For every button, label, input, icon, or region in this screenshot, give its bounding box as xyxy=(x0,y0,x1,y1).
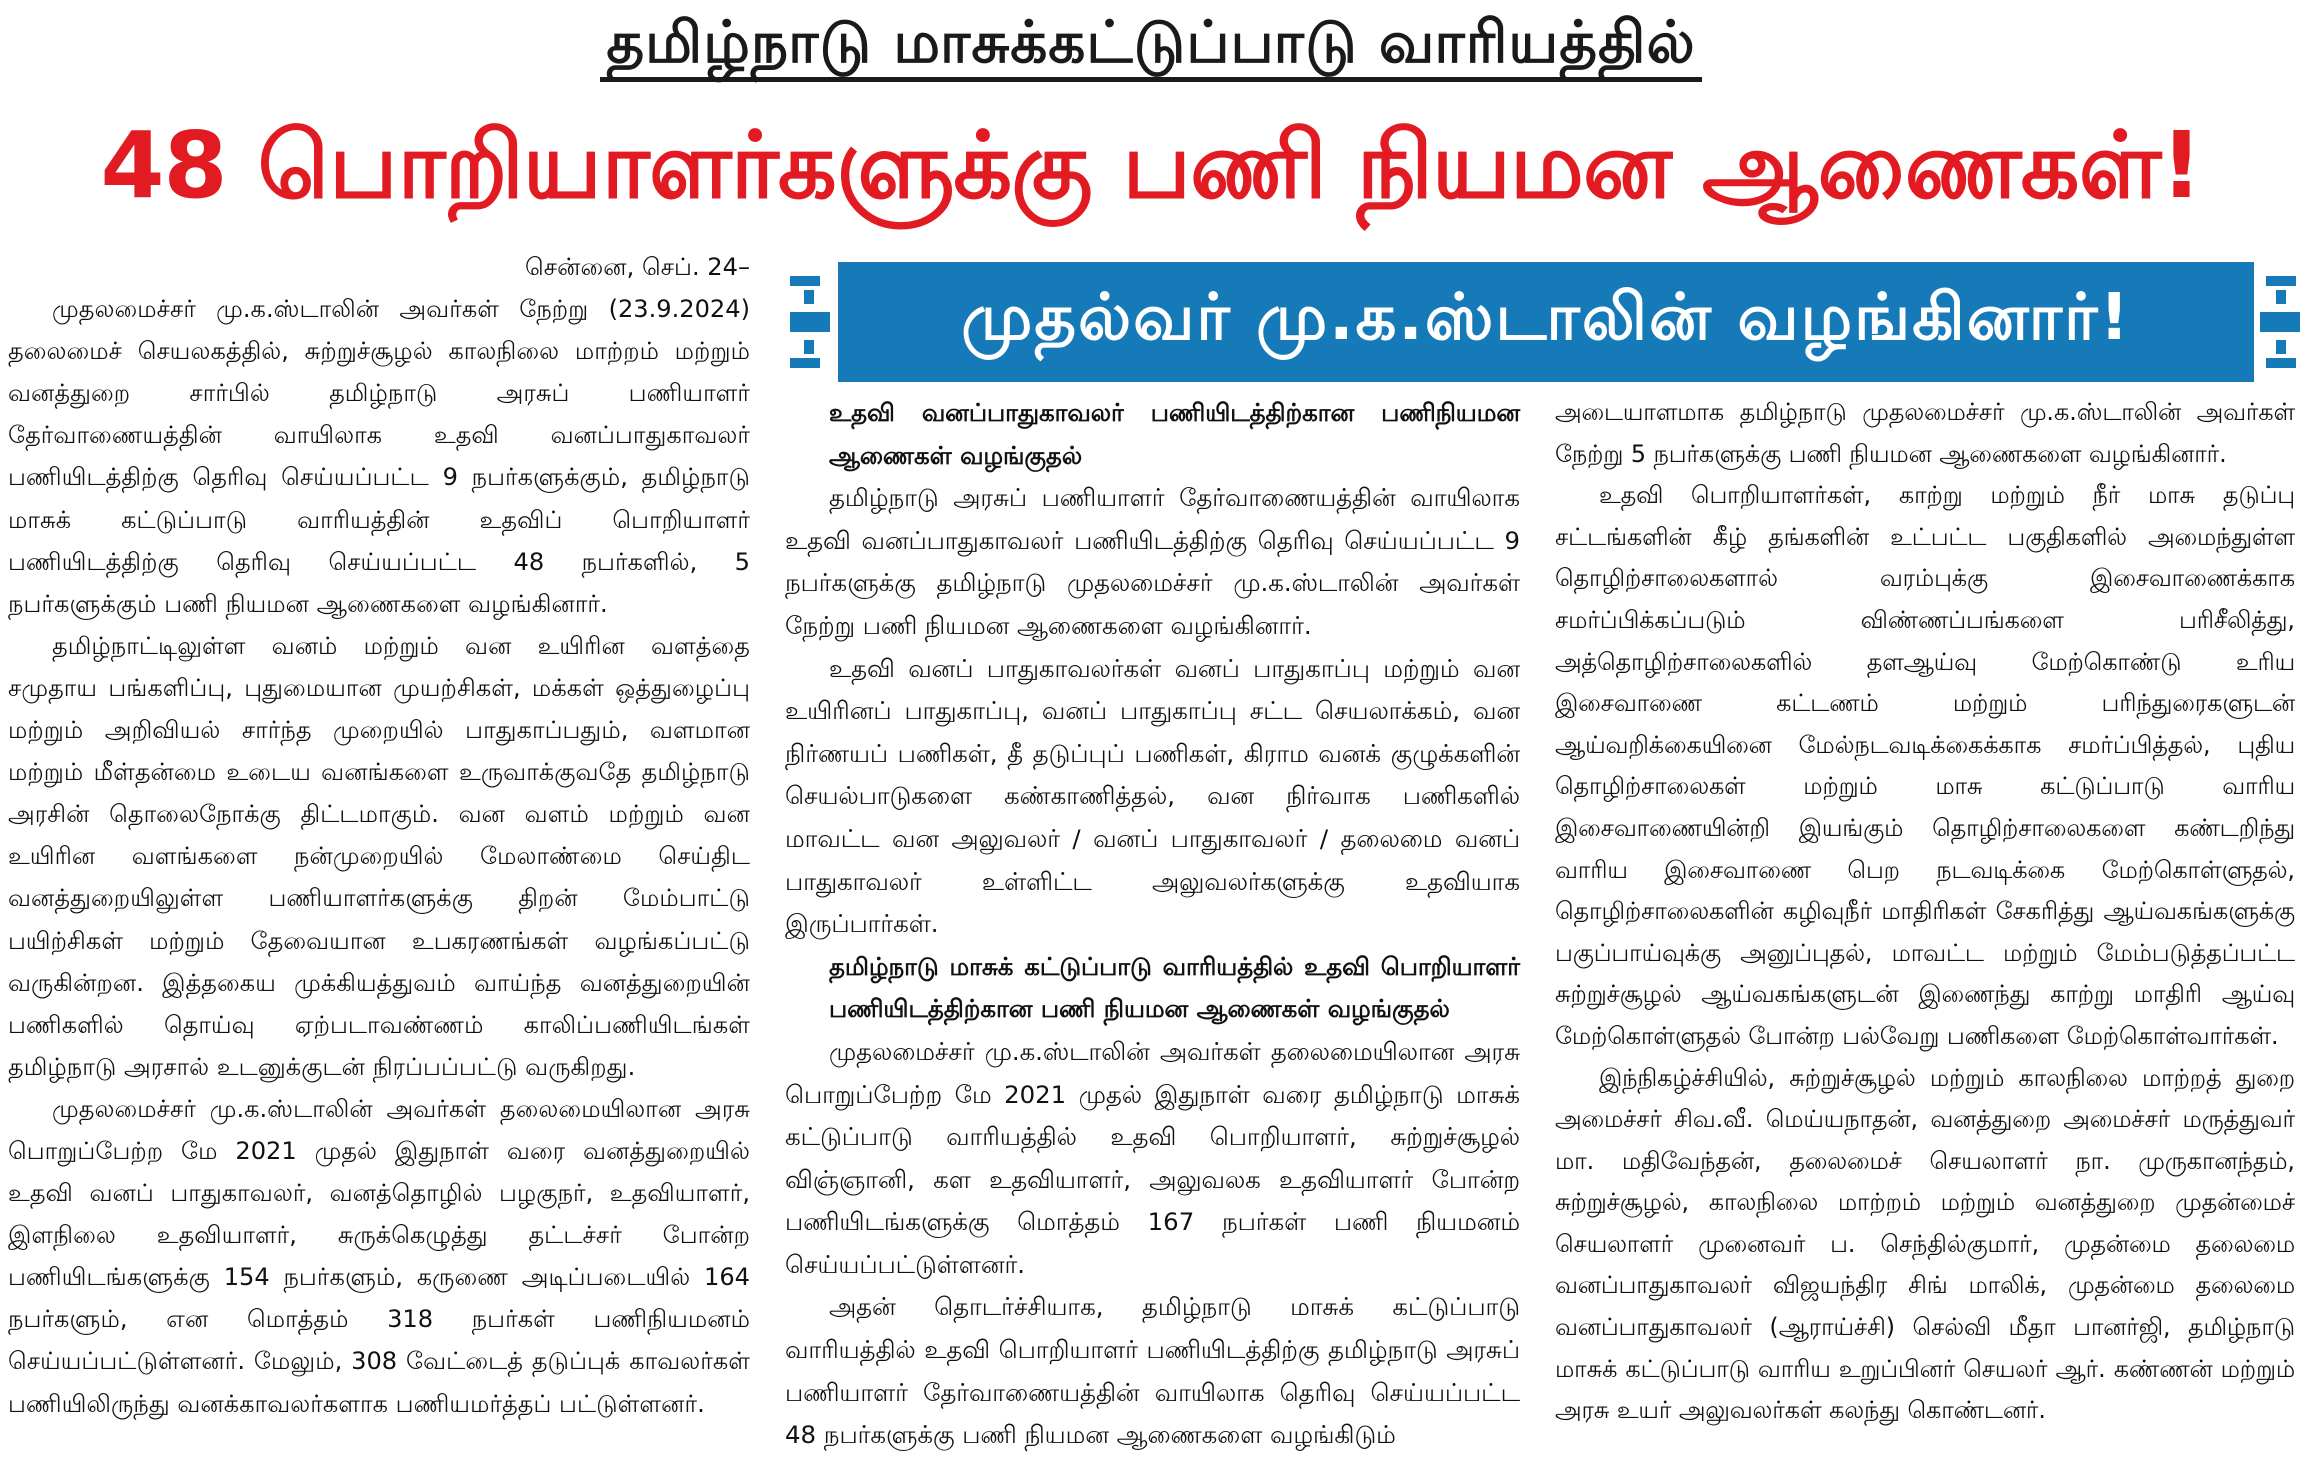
section-subhead: உதவி வனப்பாதுகாவலர் பணியிடத்திற்கான பணிநியமன ஆணைகள் வழங்குதல் xyxy=(829,398,1520,470)
article-column-2 xyxy=(785,392,1520,1457)
article-column-3 xyxy=(1555,392,2295,1432)
main-headline: 48 பொறியாளர்களுக்கு பணி நியமன ஆணைகள்! xyxy=(100,112,2202,219)
banner-text: முதல்வர் மு.க.ஸ்டாலின் வழங்கினார்! xyxy=(961,281,2131,355)
dateline: சென்னை, செப். 24– xyxy=(525,253,750,281)
paragraph: உதவி வனப் பாதுகாவலர்கள் வனப் பாதுகாப்பு மற்றும் வன உயிரினப் பாதுகாப்பு, வனப் பாதுகாப்பு சட்ட செயலாக்கம், வன நிர்ணயப் பணிகள், தீ தடுப்புப் பணிகள், கிராம வனக் குழுக்களின் செயல்பாடுகளை கண்காணித்தல், வன நிர்வாக பணிகளில் மாவட்ட வன அலுவலர் / வனப் பாதுகாவலர் / தலைமை வனப் பாதுகாவலர் உள்ளிட்ட அலுவலர்களுக்கு உதவியாக இருப்பார்கள். xyxy=(785,653,1520,939)
kicker-heading xyxy=(0,0,2302,90)
paragraph: முதலமைச்சர் மு.க.ஸ்டாலின் அவர்கள் நேற்று (23.9.2024) தலைமைச் செயலகத்தில், சுற்றுச்சூழல் காலநிலை மாற்றம் மற்றும் வனத்துறை சார்பில் தமிழ்நாடு அரசுப் பணியாளர் தேர்வாணையத்தின் வாயிலாக உதவி வனப்பாதுகாவலர் பணியிடத்திற்கு தெரிவு செய்யப்பட்ட 9 நபர்களுக்கும், தமிழ்நாடு மாசுக் கட்டுப்பாடு வாரியத்தின் உதவிப் பொறியாளர் பணியிடத்திற்கு தெரிவு செய்யப்பட்ட 48 நபர்களில், 5 நபர்களுக்கும் பணி நியமன ஆணைகளை வழங்கினார். xyxy=(8,295,750,618)
section-subhead: தமிழ்நாடு மாசுக் கட்டுப்பாடு வாரியத்தில் உதவி பொறியாளர் பணியிடத்திற்கான பணி நியமன ஆணைகள் வழங்குதல் xyxy=(829,951,1520,1024)
banner-right-ornament xyxy=(2256,262,2302,382)
paragraph: அடையாளமாக தமிழ்நாடு முதலமைச்சர் மு.க.ஸ்டாலின் அவர்கள் நேற்று 5 நபர்களுக்கு பணி நியமன ஆணைகளை வழங்கினார். xyxy=(1555,398,2295,468)
article-column-1 xyxy=(8,246,750,1425)
paragraph: முதலமைச்சர் மு.க.ஸ்டாலின் அவர்கள் தலைமையிலான அரசு பொறுப்பேற்ற மே 2021 முதல் இதுநாள் வரை தமிழ்நாடு மாசுக் கட்டுப்பாடு வாரியத்தில் உதவி பொறியாளர், சுற்றுச்சூழல் விஞ்ஞானி, கள உதவியாளர், அலுவலக உதவியாளர் போன்ற பணியிடங்களுக்கு மொத்தம் 167 நபர்கள் பணி நியமனம் செய்யப்பட்டுள்ளனர். xyxy=(785,1036,1520,1279)
paragraph: அதன் தொடர்ச்சியாக, தமிழ்நாடு மாசுக் கட்டுப்பாடு வாரியத்தில் உதவி பொறியாளர் பணியிடத்திற்கு தமிழ்நாடு அரசுப் பணியாளர் தேர்வாணையத்தின் வாயிலாக தெரிவு செய்யப்பட்ட 48 நபர்களுக்கு பணி நியமன ஆணைகளை வழங்கிடும் xyxy=(785,1292,1520,1450)
banner-left-ornament xyxy=(790,262,836,382)
paragraph: உதவி பொறியாளர்கள், காற்று மற்றும் நீர் மாசு தடுப்பு சட்டங்களின் கீழ் தங்களின் உட்பட்ட பகுதிகளில் அமைந்துள்ள தொழிற்சாலைகளால் வரம்புக்கு இசைவாணைக்காக சமர்ப்பிக்கப்படும் விண்ணப்பங்களை பரிசீலித்து, அத்தொழிற்சாலைகளில் தளஆய்வு மேற்கொண்டு உரிய இசைவாணை கட்டணம் மற்றும் பரிந்துரைகளுடன் ஆய்வறிக்கையினை மேல்நடவடிக்கைக்காக சமர்ப்பித்தல், புதிய தொழிற்சாலைகள் மற்றும் மாசு கட்டுப்பாடு வாரிய இசைவாணையின்றி இயங்கும் தொழிற்சாலைகளை கண்டறிந்து வாரிய இசைவாணை பெற நடவடிக்கை மேற்கொள்ளுதல், தொழிற்சாலைகளின் கழிவுநீர் மாதிரிகள் சேகரித்து ஆய்வகங்களுக்கு பகுப்பாய்வுக்கு அனுப்புதல், மாவட்ட மற்றும் மேம்படுத்தப்பட்ட சுற்றுச்சூழல் ஆய்வகங்களுடன் இணைந்து காற்று மாதிரி ஆய்வு மேற்கொள்ளுதல் போன்ற பல்வேறு பணிகளை மேற்கொள்வார்கள். xyxy=(1555,481,2295,1050)
kicker-text: தமிழ்நாடு மாசுக்கட்டுப்பாடு வாரியத்தில் xyxy=(600,7,1701,82)
sub-headline-banner xyxy=(838,262,2254,382)
paragraph: முதலமைச்சர் மு.க.ஸ்டாலின் அவர்கள் தலைமையிலான அரசு பொறுப்பேற்ற மே 2021 முதல் இதுநாள் வரை வனத்துறையில் உதவி வனப் பாதுகாவலர், வனத்தொழில் பழகுநர், உதவியாளர், இளநிலை உதவியாளர், சுருக்கெழுத்து தட்டச்சர் போன்ற பணியிடங்களுக்கு 154 நபர்களும், கருணை அடிப்படையில் 164 நபர்களும், என மொத்தம் 318 நபர்கள் பணிநியமனம் செய்யப்பட்டுள்ளனர். மேலும், 308 வேட்டைத் தடுப்புக் காவலர்கள் பணியிலிருந்து வனக்காவலர்களாக பணியமர்த்தப் பட்டுள்ளனர். xyxy=(8,1094,750,1418)
paragraph: தமிழ்நாடு அரசுப் பணியாளர் தேர்வாணையத்தின் வாயிலாக உதவி வனப்பாதுகாவலர் பணியிடத்திற்கு தெரிவு செய்யப்பட்ட 9 நபர்களுக்கு தமிழ்நாடு முதலமைச்சர் மு.க.ஸ்டாலின் அவர்கள் நேற்று பணி நியமன ஆணைகளை வழங்கினார். xyxy=(785,483,1520,640)
paragraph: இந்நிகழ்ச்சியில், சுற்றுச்சூழல் மற்றும் காலநிலை மாற்றத் துறை அமைச்சர் சிவ.வீ. மெய்யநாதன், வனத்துறை அமைச்சர் மருத்துவர் மா. மதிவேந்தன், தலைமைச் செயலாளர் நா. முருகானந்தம், சுற்றுச்சூழல், காலநிலை மாற்றம் மற்றும் வனத்துறை முதன்மைச் செயலாளர் முனைவர் ப. செந்தில்குமார், முதன்மை தலைமை வனப்பாதுகாவலர் விஜயந்திர சிங் மாலிக், முதன்மை தலைமை வனப்பாதுகாவலர் (ஆராய்ச்சி) செல்வி மீதா பானர்ஜி, தமிழ்நாடு மாசுக் கட்டுப்பாடு வாரிய உறுப்பினர் செயலர் ஆர். கண்ணன் மற்றும் அரசு உயர் அலுவலர்கள் கலந்து கொண்டனர். xyxy=(1555,1063,2295,1425)
paragraph: தமிழ்நாட்டிலுள்ள வனம் மற்றும் வன உயிரின வளத்தை சமுதாய பங்களிப்பு, புதுமையான முயற்சிகள், மக்கள் ஒத்துழைப்பு மற்றும் அறிவியல் சார்ந்த முறையில் பாதுகாப்பதும், வளமான மற்றும் மீள்தன்மை உடைய வனங்களை உருவாக்குவதே தமிழ்நாடு அரசின் தொலைநோக்கு திட்டமாகும். வன வளம் மற்றும் வன உயிரின வளங்களை நன்முறையில் மேலாண்மை செய்திட வனத்துறையிலுள்ள பணியாளர்களுக்கு திறன் மேம்பாட்டு பயிற்சிகள் மற்றும் தேவையான உபகரணங்கள் வழங்கப்பட்டு வருகின்றன. இத்தகைய முக்கியத்துவம் வாய்ந்த வனத்துறையின் பணிகளில் தொய்வு ஏற்படாவண்ணம் காலிப்பணியிடங்கள் தமிழ்நாடு அரசால் உடனுக்குடன் நிரப்பப்பட்டு வருகிறது. xyxy=(8,631,750,1081)
